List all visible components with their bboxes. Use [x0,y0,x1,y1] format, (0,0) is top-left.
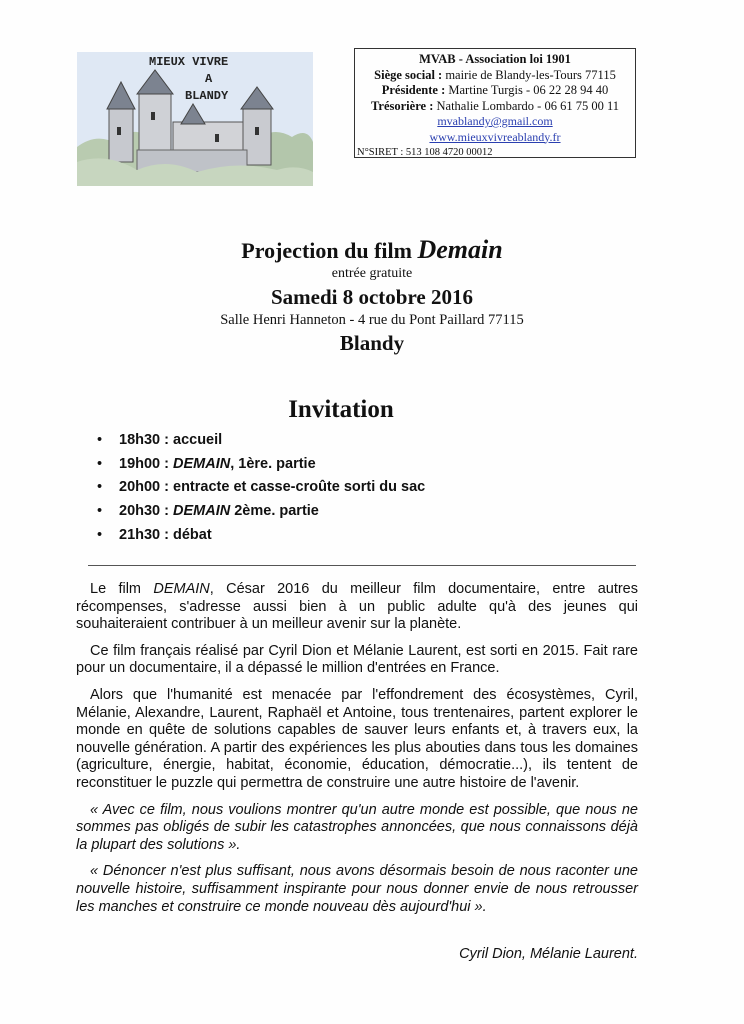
association-logo [77,52,313,186]
email-link[interactable]: mvablandy@gmail.com [437,114,553,128]
quote: « Avec ce film, nous voulions montrer qu'un autre monde est possible, que nous ne sommes pas obligés de subir les catastrophes annoncées, que nous connaissons déjà la plupart des solutions ». [76,801,638,853]
quote: « Dénoncer n'est plus suffisant, nous avons désormais besoin de nous raconter une nouvelle histoire, suffisamment inspirante pour nous donner envie de nous retrousser les manches et construire ce monde nouveau dès aujourd'hui ». [76,863,638,915]
program-item: • 19h00 : DEMAIN, 1ère. partie [97,453,425,477]
castle-illustration [77,52,313,186]
entry-note: entrée gratuite [331,266,413,281]
paragraph: Le film DEMAIN, César 2016 du meilleur film documentaire, entre autres récompenses, s'adresse aussi bien à un public adulte qu'à des jeunes qui souhaiteraient contribuer à un meilleur avenir sur la planète. [76,581,638,633]
siret-number: N°SIRET : 513 108 4720 00012 [357,147,493,158]
event-venue: Salle Henri Hanneton - 4 rue du Pont Paillard 77115 [220,312,524,328]
logo-line-1: MIEUX VIVRE [149,55,229,69]
divider [88,565,636,566]
program-item: • 20h30 : DEMAIN 2ème. partie [97,500,425,524]
paragraph: Ce film français réalisé par Cyril Dion et Mélanie Laurent, est sorti en 2015. Fait rare pour un documentaire, il a dépassé le million d'entrées en France. [76,642,638,677]
program-item: • 18h30 : accueil [97,429,425,453]
program-list [97,429,425,547]
event-title: Projection du film Demain [241,235,503,264]
event-date: Samedi 8 octobre 2016 [270,285,473,309]
tresoriere: Trésorière : Nathalie Lombardo - 06 61 75 00 11 [371,98,619,113]
presidente: Présidente : Martine Turgis - 06 22 28 94 40 [381,83,609,97]
event-town: Blandy [339,331,405,355]
paragraph: Alors que l'humanité est menacée par l'effondrement des écosystèmes, Cyril, Mélanie, Alexandre, Laurent, Raphaël et Antoine, tous trentenaires, partent explorer le monde en quête de solutions capables de sauver leurs enfants et, à travers eux, la nouvelle génération. A partir des expériences les plus abouties dans tous les domaines (agriculture, énergie, habitat, économie, éducation, démocratie...), ils tentent de reconstituer le puzzle qui permettra de construire une autre histoire de l'avenir. [76,686,638,791]
siege-social: Siège social : mairie de Blandy-les-Tours 77115 [374,67,616,82]
logo-line-2: A [205,72,213,86]
signature: Cyril Dion, Mélanie Laurent. [459,946,638,962]
invitation-heading: Invitation [288,396,394,423]
association-info-box [354,48,636,158]
program-item: • 21h30 : débat [97,524,425,548]
program-item: • 20h00 : entracte et casse-croûte sorti du sac [97,476,425,500]
association-name: MVAB - Association loi 1901 [419,52,571,66]
logo-line-3: BLANDY [185,89,229,103]
website-link[interactable]: www.mieuxvivreablandy.fr [429,129,561,144]
description-text [76,581,638,925]
film-title: Demain [417,235,503,264]
